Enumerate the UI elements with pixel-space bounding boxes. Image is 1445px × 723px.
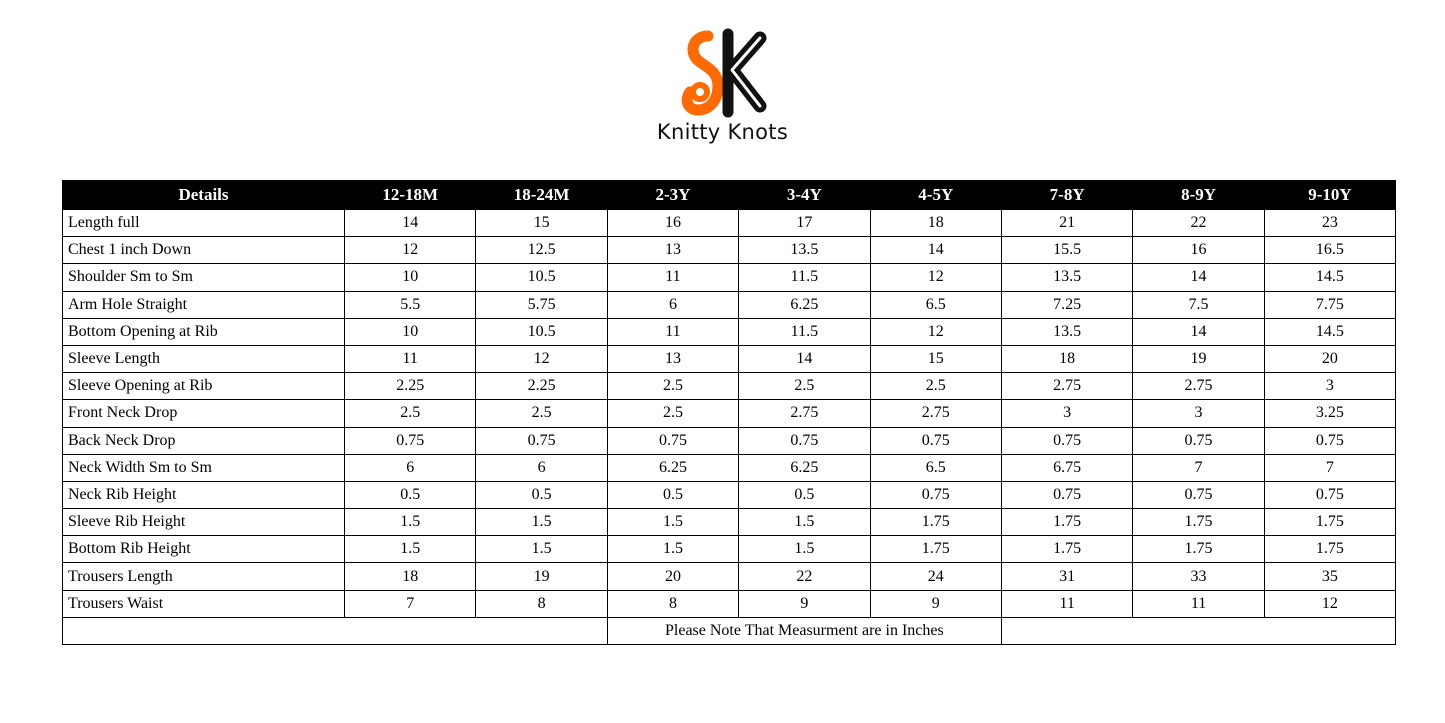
measurement-cell: 12 [476, 345, 607, 372]
table-row [63, 509, 1396, 536]
measurement-cell: 16 [1133, 237, 1264, 264]
measurement-cell: 6 [476, 454, 607, 481]
measurement-cell: 35 [1264, 563, 1395, 590]
measurement-cell: 20 [1264, 345, 1395, 372]
measurement-cell: 14 [739, 345, 870, 372]
measurement-cell: 13.5 [1001, 318, 1132, 345]
measurement-cell: 2.75 [870, 400, 1001, 427]
measurement-cell: 1.75 [870, 509, 1001, 536]
measurement-cell: 1.75 [1264, 509, 1395, 536]
measurement-cell: 12 [345, 237, 476, 264]
measurement-cell: 7 [1264, 454, 1395, 481]
table-row [63, 481, 1396, 508]
measurement-cell: 22 [1133, 210, 1264, 237]
measurement-cell: 19 [476, 563, 607, 590]
measurement-cell: 1.75 [1133, 536, 1264, 563]
measurement-cell: 0.5 [476, 481, 607, 508]
measurement-cell: 2.5 [739, 373, 870, 400]
table-row [63, 400, 1396, 427]
measurement-cell: 10 [345, 318, 476, 345]
column-header-details: Details [63, 181, 345, 210]
measurement-cell: 0.75 [1001, 481, 1132, 508]
row-label: Shoulder Sm to Sm [63, 264, 345, 291]
measurement-cell: 1.5 [739, 536, 870, 563]
measurement-cell: 14 [870, 237, 1001, 264]
column-header-size: 9-10Y [1264, 181, 1395, 210]
measurement-cell: 6 [345, 454, 476, 481]
row-label: Sleeve Length [63, 345, 345, 372]
measurement-cell: 14 [345, 210, 476, 237]
measurement-cell: 3.25 [1264, 400, 1395, 427]
measurement-cell: 13.5 [1001, 264, 1132, 291]
measurement-cell: 15.5 [1001, 237, 1132, 264]
table-row [63, 318, 1396, 345]
table-body [63, 210, 1396, 645]
measurement-cell: 13 [607, 345, 738, 372]
measurement-cell: 5.5 [345, 291, 476, 318]
measurement-cell: 1.75 [1133, 509, 1264, 536]
column-header-size: 4-5Y [870, 181, 1001, 210]
row-label: Bottom Rib Height [63, 536, 345, 563]
measurement-cell: 5.75 [476, 291, 607, 318]
column-header-size: 3-4Y [739, 181, 870, 210]
table-row [63, 345, 1396, 372]
measurement-cell: 1.5 [345, 536, 476, 563]
measurement-cell: 18 [1001, 345, 1132, 372]
measurement-cell: 7.75 [1264, 291, 1395, 318]
measurement-cell: 18 [870, 210, 1001, 237]
measurement-cell: 1.5 [607, 509, 738, 536]
measurement-cell: 12.5 [476, 237, 607, 264]
measurement-cell: 6.75 [1001, 454, 1132, 481]
measurement-cell: 2.25 [476, 373, 607, 400]
measurement-cell: 11.5 [739, 264, 870, 291]
measurement-cell: 3 [1001, 400, 1132, 427]
size-chart-table [62, 180, 1396, 645]
measurement-cell: 0.75 [870, 481, 1001, 508]
table-row [63, 563, 1396, 590]
column-header-size: 7-8Y [1001, 181, 1132, 210]
measurement-cell: 11 [345, 345, 476, 372]
measurement-cell: 14.5 [1264, 264, 1395, 291]
table-row [63, 264, 1396, 291]
measurement-cell: 0.75 [1001, 427, 1132, 454]
measurement-cell: 3 [1133, 400, 1264, 427]
empty-cell [1001, 617, 1395, 644]
measurement-cell: 11 [1133, 590, 1264, 617]
measurement-cell: 0.75 [1264, 427, 1395, 454]
table-row [63, 237, 1396, 264]
row-label: Trousers Waist [63, 590, 345, 617]
measurement-cell: 19 [1133, 345, 1264, 372]
measurement-cell: 20 [607, 563, 738, 590]
measurement-cell: 14.5 [1264, 318, 1395, 345]
measurement-cell: 7.25 [1001, 291, 1132, 318]
row-label: Sleeve Opening at Rib [63, 373, 345, 400]
measurement-cell: 23 [1264, 210, 1395, 237]
row-label: Sleeve Rib Height [63, 509, 345, 536]
measurement-cell: 12 [870, 264, 1001, 291]
measurement-cell: 31 [1001, 563, 1132, 590]
measurement-cell: 0.75 [1264, 481, 1395, 508]
measurement-cell: 0.75 [1133, 481, 1264, 508]
table-header-row [63, 181, 1396, 210]
measurement-cell: 6.25 [739, 291, 870, 318]
measurement-cell: 0.75 [870, 427, 1001, 454]
knitty-knots-logo-icon [678, 28, 768, 118]
measurement-cell: 12 [1264, 590, 1395, 617]
measurement-cell: 21 [1001, 210, 1132, 237]
row-label: Neck Rib Height [63, 481, 345, 508]
measurement-cell: 2.5 [607, 373, 738, 400]
measurement-cell: 0.75 [1133, 427, 1264, 454]
table-row [63, 373, 1396, 400]
measurement-cell: 24 [870, 563, 1001, 590]
measurement-cell: 6.25 [607, 454, 738, 481]
measurement-cell: 8 [476, 590, 607, 617]
measurement-cell: 8 [607, 590, 738, 617]
column-header-size: 18-24M [476, 181, 607, 210]
measurement-cell: 1.75 [870, 536, 1001, 563]
measurement-cell: 2.5 [607, 400, 738, 427]
measurement-cell: 15 [476, 210, 607, 237]
measurement-cell: 3 [1264, 373, 1395, 400]
measurement-cell: 0.5 [345, 481, 476, 508]
measurement-cell: 0.75 [476, 427, 607, 454]
row-label: Chest 1 inch Down [63, 237, 345, 264]
row-label: Length full [63, 210, 345, 237]
measurement-cell: 11 [607, 264, 738, 291]
measurement-cell: 2.25 [345, 373, 476, 400]
measurement-cell: 10.5 [476, 318, 607, 345]
measurement-cell: 1.75 [1001, 536, 1132, 563]
table-row [63, 427, 1396, 454]
row-label: Neck Width Sm to Sm [63, 454, 345, 481]
measurement-cell: 11 [607, 318, 738, 345]
measurement-cell: 13.5 [739, 237, 870, 264]
measurement-cell: 2.5 [870, 373, 1001, 400]
measurement-cell: 2.75 [1001, 373, 1132, 400]
measurement-cell: 6.5 [870, 291, 1001, 318]
measurement-cell: 2.75 [739, 400, 870, 427]
measurement-cell: 33 [1133, 563, 1264, 590]
measurement-cell: 2.5 [476, 400, 607, 427]
brand-name: Knitty Knots [656, 120, 789, 144]
measurement-cell: 9 [870, 590, 1001, 617]
column-header-size: 8-9Y [1133, 181, 1264, 210]
table-row [63, 454, 1396, 481]
measurement-cell: 17 [739, 210, 870, 237]
measurement-cell: 1.5 [739, 509, 870, 536]
measurement-cell: 14 [1133, 264, 1264, 291]
measurement-cell: 2.5 [345, 400, 476, 427]
measurement-cell: 1.5 [476, 509, 607, 536]
measurement-cell: 1.5 [607, 536, 738, 563]
measurement-note: Please Note That Measurment are in Inches [607, 617, 1001, 644]
measurement-cell: 16 [607, 210, 738, 237]
row-label: Back Neck Drop [63, 427, 345, 454]
measurement-cell: 22 [739, 563, 870, 590]
measurement-cell: 0.75 [739, 427, 870, 454]
empty-cell [63, 617, 608, 644]
measurement-cell: 1.5 [345, 509, 476, 536]
row-label: Bottom Opening at Rib [63, 318, 345, 345]
table-row [63, 291, 1396, 318]
measurement-cell: 10 [345, 264, 476, 291]
measurement-cell: 14 [1133, 318, 1264, 345]
measurement-cell: 11.5 [739, 318, 870, 345]
table-row [63, 590, 1396, 617]
column-header-size: 12-18M [345, 181, 476, 210]
row-label: Arm Hole Straight [63, 291, 345, 318]
measurement-cell: 12 [870, 318, 1001, 345]
row-label: Front Neck Drop [63, 400, 345, 427]
measurement-cell: 2.75 [1133, 373, 1264, 400]
measurement-cell: 7.5 [1133, 291, 1264, 318]
measurement-cell: 0.75 [345, 427, 476, 454]
measurement-cell: 7 [345, 590, 476, 617]
measurement-cell: 9 [739, 590, 870, 617]
measurement-cell: 6.5 [870, 454, 1001, 481]
measurement-cell: 18 [345, 563, 476, 590]
measurement-cell: 7 [1133, 454, 1264, 481]
measurement-cell: 0.5 [607, 481, 738, 508]
brand-logo [620, 28, 825, 153]
measurement-cell: 1.5 [476, 536, 607, 563]
measurement-cell: 13 [607, 237, 738, 264]
measurement-cell: 1.75 [1001, 509, 1132, 536]
table-row [63, 210, 1396, 237]
measurement-cell: 16.5 [1264, 237, 1395, 264]
measurement-cell: 0.5 [739, 481, 870, 508]
table-row [63, 536, 1396, 563]
measurement-cell: 15 [870, 345, 1001, 372]
row-label: Trousers Length [63, 563, 345, 590]
measurement-cell: 10.5 [476, 264, 607, 291]
column-header-size: 2-3Y [607, 181, 738, 210]
measurement-cell: 11 [1001, 590, 1132, 617]
measurement-cell: 6 [607, 291, 738, 318]
measurement-cell: 1.75 [1264, 536, 1395, 563]
measurement-cell: 6.25 [739, 454, 870, 481]
note-row [63, 617, 1396, 644]
measurement-cell: 0.75 [607, 427, 738, 454]
